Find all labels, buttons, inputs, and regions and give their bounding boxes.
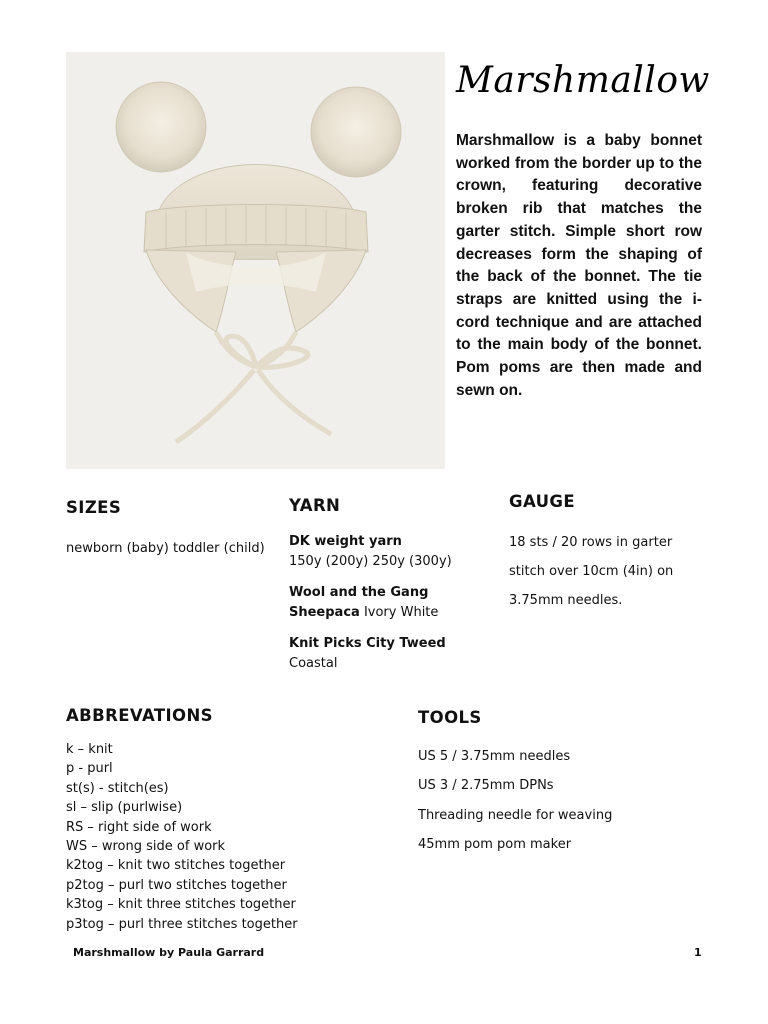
yarn-option-1-color: Ivory White	[363, 604, 439, 620]
tools-list	[418, 742, 678, 859]
abbreviation-item: WS – wrong side of work	[66, 839, 226, 855]
page-title: Marshmallow	[456, 60, 710, 101]
abbreviation-item: k3tog – knit three stitches together	[66, 897, 296, 913]
abbreviation-item: RS – right side of work	[66, 819, 212, 835]
gauge-text: 18 sts / 20 rows in garter stitch over 10cm (4in) on 3.75mm needles.	[509, 535, 674, 608]
tools-heading: TOOLS	[418, 708, 482, 727]
yarn-heading: YARN	[289, 496, 341, 515]
sizes-text: newborn (baby) toddler (child)	[66, 541, 265, 556]
abbreviation-item: p3tog – purl three stitches together	[66, 916, 298, 932]
abbreviation-item: k – knit	[66, 742, 113, 757]
page-number: 1	[694, 946, 702, 959]
pom-pom-left	[116, 82, 206, 172]
yarn-weight: DK weight yarn	[289, 534, 402, 549]
yarn-option-2-name: Knit Picks City Tweed	[289, 636, 446, 651]
yarn-option-1	[289, 583, 479, 622]
yarn-option-1-name: Wool and the Gang Sheepaca	[289, 585, 429, 620]
tool-item: US 3 / 2.75mm DPNs	[418, 778, 554, 794]
sizes-heading: SIZES	[66, 498, 122, 517]
abbreviations-list	[66, 740, 366, 934]
abbreviation-item: p2tog – purl two stitches together	[66, 877, 287, 893]
pom-pom-right	[311, 87, 401, 177]
abbreviation-item: p - purl	[66, 761, 113, 777]
tool-item: 45mm pom pom maker	[418, 836, 572, 852]
tool-item: US 5 / 3.75mm needles	[418, 749, 571, 764]
yarn-weight-item	[289, 532, 479, 571]
yarn-yardage: 150y (200y) 250y (300y)	[289, 553, 452, 569]
gauge-heading: GAUGE	[509, 492, 576, 511]
abbreviation-item: sl – slip (purlwise)	[66, 800, 183, 816]
abbreviation-item: st(s) - stitch(es)	[66, 780, 169, 796]
bonnet-illustration	[66, 52, 445, 469]
intro-paragraph: Marshmallow is a baby bonnet worked from the border up to the crown, featuring decorative broken rib that matches the garter stitch. Simple short row decreases form the shaping of the back of the bonnet. The tie straps are knitted using the i-cord technique and are attached to the main body of the bonnet. Pom poms are then made and sewn on.	[456, 132, 702, 399]
tool-item: Threading needle for weaving	[418, 807, 613, 823]
bonnet-photo	[66, 52, 445, 469]
yarn-option-2	[289, 634, 479, 673]
yarn-option-2-color: Coastal	[289, 655, 338, 671]
yarn-block	[289, 532, 479, 685]
abbreviations-heading: ABBREVATIONS	[66, 706, 213, 725]
footer-credit: Marshmallow by Paula Garrard	[73, 946, 265, 959]
abbreviation-item: k2tog – knit two stitches together	[66, 858, 286, 874]
